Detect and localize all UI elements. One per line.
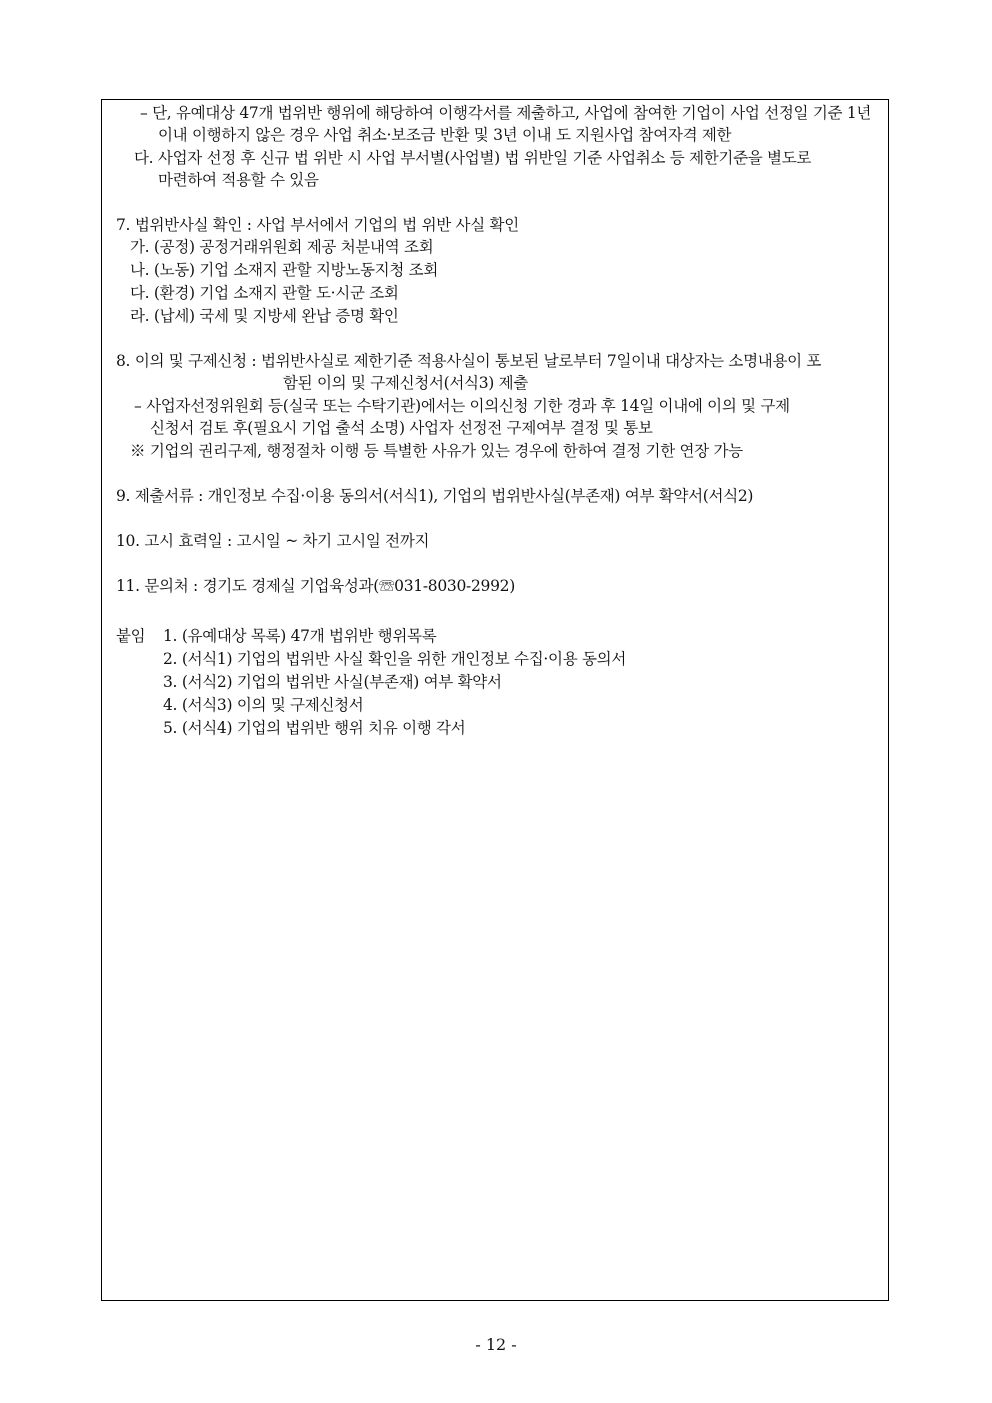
- attachment-item-4: 4. (서식3) 이의 및 구제신청서: [163, 696, 364, 714]
- sec7-item-na: 나. (노동) 기업 소재지 관할 지방노동지청 조회: [130, 261, 438, 279]
- attachment-item-5: 5. (서식4) 기업의 법위반 행위 치유 이행 각서: [163, 719, 466, 737]
- sec6-da-line-2: 마련하여 적용할 수 있음: [158, 171, 319, 189]
- sec9-submission-docs: 9. 제출서류 : 개인정보 수집·이용 동의서(서식1), 기업의 법위반사실(부존재) 여부 확약서(서식2): [116, 487, 754, 505]
- sec7-item-ga: 가. (공정) 공정거래위원회 제공 처분내역 조회: [130, 238, 434, 256]
- sec8-dash-line-2: 신청서 검토 후(필요시 기업 출석 소명) 사업자 선정전 구제여부 결정 및 통보: [150, 419, 653, 437]
- attachments-label: 붙임: [116, 627, 146, 645]
- page-number: - 12 -: [475, 1335, 517, 1354]
- sec7-title: 7. 법위반사실 확인 : 사업 부서에서 기업의 법 위반 사실 확인: [116, 216, 519, 234]
- sec11-contact: 11. 문의처 : 경기도 경제실 기업육성과(☏031-8030-2992): [116, 577, 515, 595]
- sec8-title-line-1: 8. 이의 및 구제신청 : 법위반사실로 제한기준 적용사실이 통보된 날로부터 7일이내 대상자는 소명내용이 포: [116, 352, 822, 370]
- sec8-dash-line-1: – 사업자선정위원회 등(실국 또는 수탁기관)에서는 이의신청 기한 경과 후 14일 이내에 이의 및 구제: [134, 397, 790, 415]
- sec10-effective-date: 10. 고시 효력일 : 고시일 ~ 차기 고시일 전까지: [116, 532, 430, 550]
- sec7-item-ra: 라. (납세) 국세 및 지방세 완납 증명 확인: [130, 307, 399, 325]
- sec6-dash-line-2: 이내 이행하지 않은 경우 사업 취소·보조금 반환 및 3년 이내 도 지원사업 참여자격 제한: [158, 126, 732, 144]
- sec7-item-da: 다. (환경) 기업 소재지 관할 도·시군 조회: [130, 284, 399, 302]
- attachment-item-3: 3. (서식2) 기업의 법위반 사실(부존재) 여부 확약서: [163, 673, 502, 691]
- attachment-item-1: 1. (유예대상 목록) 47개 법위반 행위목록: [163, 627, 437, 645]
- sec8-note: ※ 기업의 권리구제, 행정절차 이행 등 특별한 사유가 있는 경우에 한하여 결정 기한 연장 가능: [130, 442, 743, 460]
- sec6-dash-line-1: – 단, 유예대상 47개 법위반 행위에 해당하여 이행각서를 제출하고, 사업에 참여한 기업이 사업 선정일 기준 1년: [140, 104, 872, 122]
- sec8-title-line-2: 함된 이의 및 구제신청서(서식3) 제출: [283, 374, 528, 392]
- attachment-item-2: 2. (서식1) 기업의 법위반 사실 확인을 위한 개인정보 수집·이용 동의서: [163, 650, 627, 668]
- sec6-da-line-1: 다. 사업자 선정 후 신규 법 위반 시 사업 부서별(사업별) 법 위반일 기준 사업취소 등 제한기준을 별도로: [134, 149, 812, 167]
